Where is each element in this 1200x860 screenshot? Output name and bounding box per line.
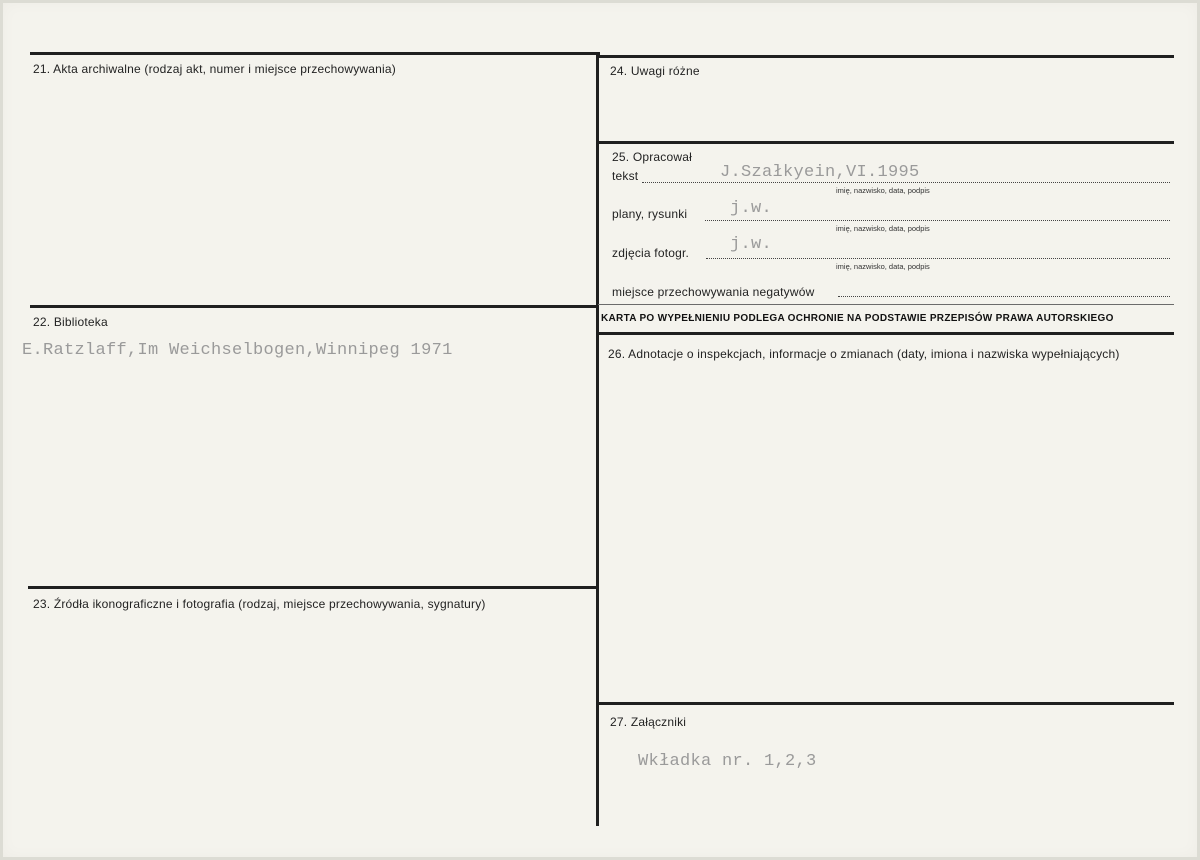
negatives-field-line [838,296,1170,297]
section-22-title: 22. Biblioteka [33,315,108,329]
copyright-separator [598,304,1174,305]
zdjecia-value: j.w. [730,235,773,254]
section-27-title: 27. Załączniki [610,715,687,729]
zdjecia-label: zdjęcia fotogr. [612,246,690,260]
copyright-note: KARTA PO WYPEŁNIENIU PODLEGA OCHRONIE NA PODSTAWIE PRZEPISÓW PRAWA AUTORSKIEGO [601,313,1114,324]
plany-rysunki-value: j.w. [730,199,773,218]
rule-22-23 [28,586,598,589]
rule-24-25 [598,141,1174,144]
zdjecia-field-line [706,258,1170,259]
tekst-value: J.Szałkyein,VI.1995 [720,163,920,182]
rule-26-27 [598,702,1174,705]
plany-rysunki-label: plany, rysunki [612,207,688,221]
rule-25-26 [598,332,1174,335]
rule-21-22 [30,305,598,308]
tekst-label: tekst [612,169,639,183]
zdjecia-caption: imię, nazwisko, data, podpis [836,262,930,271]
section-26-title: 26. Adnotacje o inspekcjach, informacje o zmianach (daty, imiona i nazwiska wypełniających) [608,347,1120,361]
negatives-label: miejsce przechowywania negatywów [612,285,815,299]
section-25-title: 25. Opracował [612,150,692,164]
section-22-entry: E.Ratzlaff,Im Weichselbogen,Winnipeg 1971 [22,341,453,360]
section-24-title: 24. Uwagi różne [610,64,700,78]
tekst-field-line [642,182,1170,183]
column-divider [596,52,599,826]
plany-rysunki-field-line [705,220,1170,221]
plany-rysunki-caption: imię, nazwisko, data, podpis [836,224,930,233]
tekst-caption: imię, nazwisko, data, podpis [836,186,930,195]
top-rule-right [598,55,1174,58]
section-23-title: 23. Źródła ikonograficzne i fotografia (rodzaj, miejsce przechowywania, sygnatury) [33,597,486,611]
top-rule-left [30,52,600,55]
section-21-title: 21. Akta archiwalne (rodzaj akt, numer i miejsce przechowywania) [33,62,396,76]
section-27-entry: Wkładka nr. 1,2,3 [638,752,817,771]
